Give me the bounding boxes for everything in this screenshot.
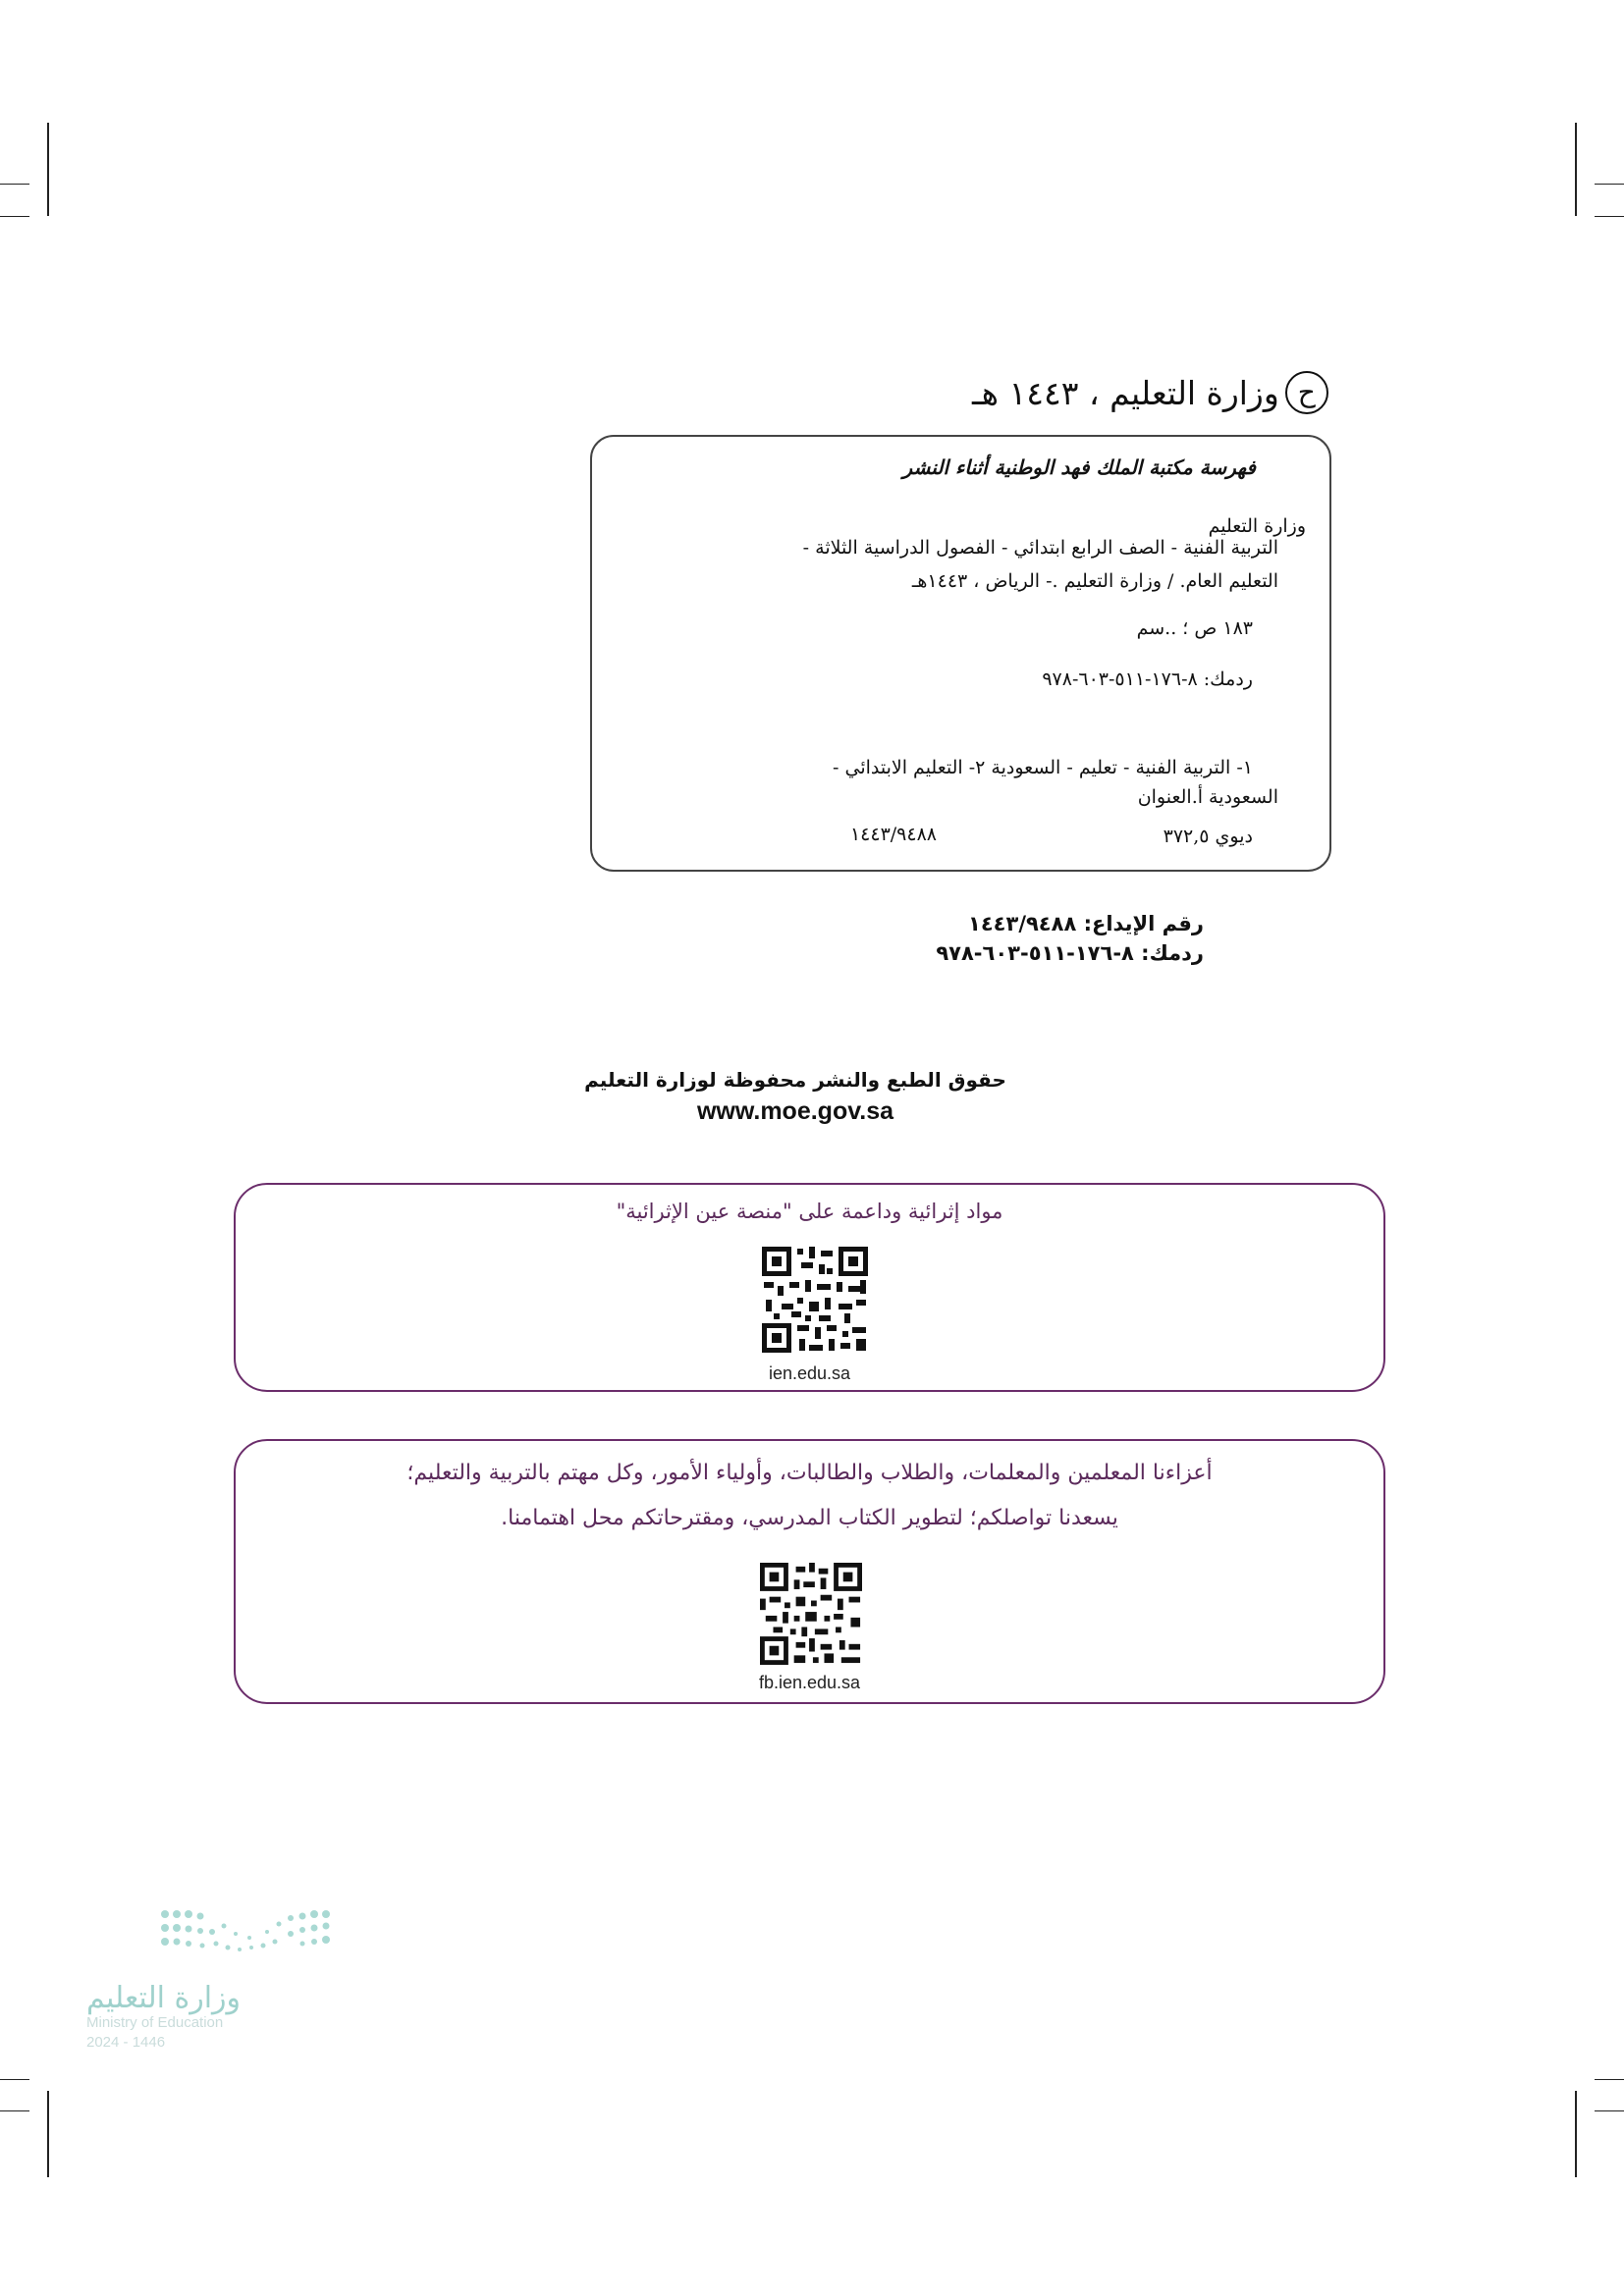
- crop-mark: [1595, 216, 1624, 217]
- cataloging-title: فهرسة مكتبة الملك فهد الوطنية أثناء النشر: [902, 455, 1256, 479]
- cataloging-box: [590, 435, 1331, 872]
- enrichment-heading: مواد إثرائية وداعمة على "منصة عين الإثرائية": [616, 1200, 1003, 1223]
- crop-mark: [47, 123, 49, 216]
- ministry-name-english: Ministry of Education: [86, 2014, 224, 2031]
- crop-mark: [1575, 2091, 1577, 2177]
- qr-code-icon[interactable]: [762, 1247, 868, 1353]
- crop-mark: [1595, 2110, 1624, 2111]
- feedback-qr-label[interactable]: fb.ien.edu.sa: [758, 1673, 861, 1692]
- cataloging-book-title-2: التعليم العام. / وزارة التعليم .- الرياض ، ١٤٤٣هـ: [911, 570, 1278, 592]
- crop-mark: [0, 2079, 29, 2080]
- crop-mark: [0, 2110, 29, 2111]
- crop-mark: [0, 216, 29, 217]
- crop-mark: [1595, 2079, 1624, 2080]
- copyright-line: [972, 371, 1328, 414]
- feedback-panel: [234, 1439, 1385, 1704]
- cataloging-isbn: ردمك: ٨-١٧٦-٥١١-٦٠٣-٩٧٨: [1042, 668, 1253, 690]
- cataloging-dewey: ديوي ٣٧٢,٥: [1163, 826, 1253, 847]
- cataloging-deposit-number: ١٤٤٣/٩٤٨٨: [849, 824, 937, 845]
- deposit-isbn: ردمك: ٨-١٧٦-٥١١-٦٠٣-٩٧٨: [936, 941, 1204, 965]
- cataloging-book-title-1: التربية الفنية - الصف الرابع ابتدائي - الفصول الدراسية الثلاثة -: [802, 537, 1278, 559]
- feedback-line-2: يسعدنا تواصلكم؛ لتطوير الكتاب المدرسي، ومقترحاتكم محل اهتمامنا.: [501, 1506, 1118, 1530]
- copyright-text: وزارة التعليم ، ١٤٤٣ هـ: [972, 373, 1279, 412]
- enrichment-qr-label[interactable]: ien.edu.sa: [768, 1363, 851, 1383]
- rights-statement: حقوق الطبع والنشر محفوظة لوزارة التعليم: [584, 1068, 1006, 1092]
- copyright-symbol: ح: [1285, 371, 1328, 414]
- website-link[interactable]: www.moe.gov.sa: [696, 1097, 894, 1125]
- ministry-name-arabic: وزارة التعليم: [86, 1981, 242, 2015]
- crop-mark: [1575, 123, 1577, 216]
- crop-mark: [1595, 184, 1624, 185]
- cataloging-pages: ١٨٣ ص ؛ ..سم: [1136, 617, 1253, 639]
- deposit-number: رقم الإيداع: ١٤٤٣/٩٤٨٨: [968, 912, 1204, 935]
- crop-mark: [47, 2091, 49, 2177]
- cataloging-author: وزارة التعليم: [1208, 515, 1306, 537]
- feedback-line-1: أعزاءنا المعلمين والمعلمات، والطلاب والطالبات، وأولياء الأمور، وكل مهتم بالتربية والتعليم؛: [406, 1461, 1213, 1485]
- cataloging-subjects-1: ١- التربية الفنية - تعليم - السعودية ٢- التعليم الابتدائي -: [833, 757, 1253, 778]
- crop-mark: [0, 184, 29, 185]
- cataloging-subjects-2: السعودية أ.العنوان: [1137, 786, 1278, 808]
- ministry-logo-dots-icon: [155, 1904, 401, 1973]
- ministry-edition-years: 2024 - 1446: [86, 2034, 166, 2051]
- qr-code-icon[interactable]: [760, 1563, 862, 1665]
- enrichment-panel: [234, 1183, 1385, 1392]
